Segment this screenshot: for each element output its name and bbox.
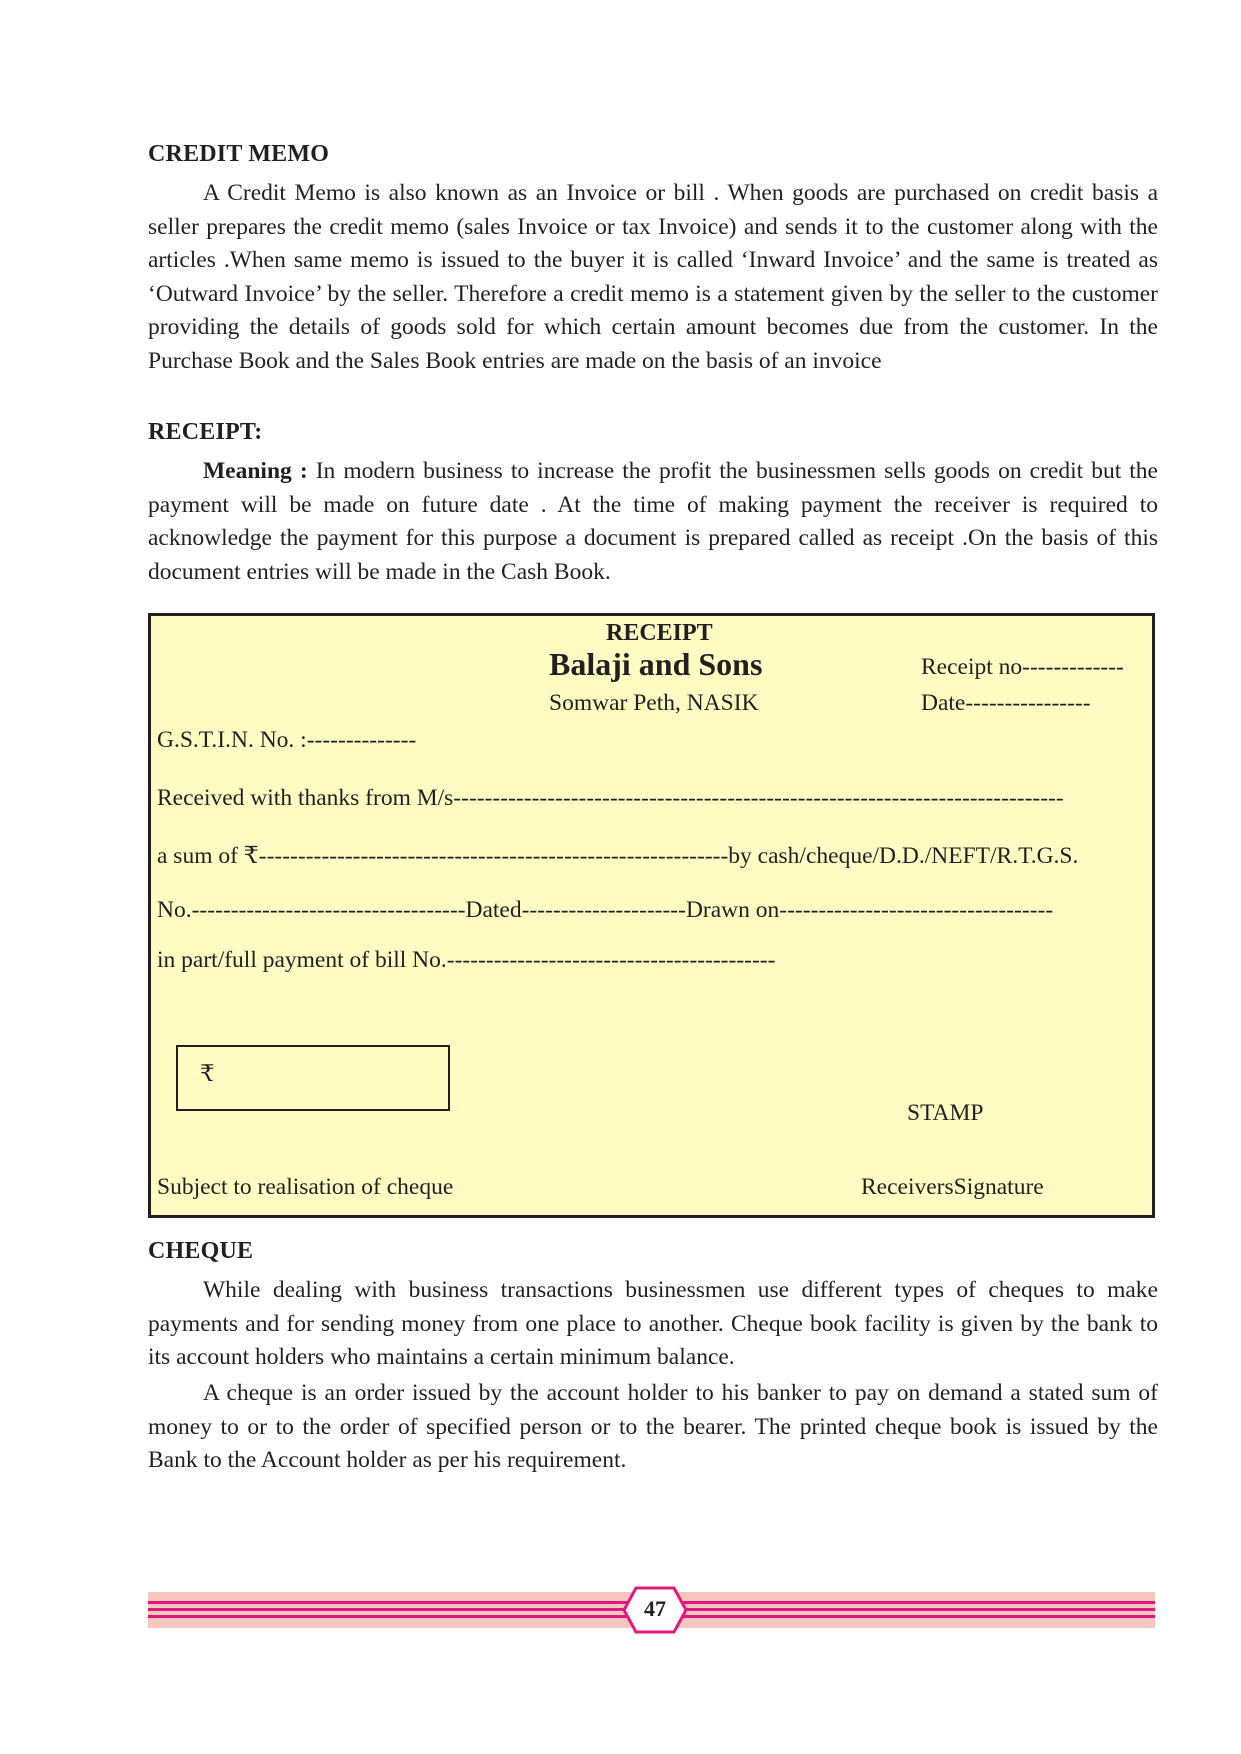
received-from-field: Received with thanks from M/s------------------------------------------------------------------------------ [157,785,1064,811]
receipt-number-field: Receipt no------------- [921,654,1124,680]
cheque-paragraph-2: A cheque is an order issued by the account holder to his banker to pay on demand a stated sum of money to or to the order of specified person or to the bearer. The printed cheque book is issued by the Bank to the Account holder as per his requirement. [148,1380,1158,1473]
credit-memo-paragraph: A Credit Memo is also known as an Invoice or bill . When goods are purchased on credit basis a seller prepares the credit memo (sales Invoice or tax Invoice) and sends it to the customer along with the articles .When same memo is issued to the buyer it is called ‘Inward Invoice’ and the same is treated as ‘Outward Invoice’ by the seller. Therefore a credit memo is a statement given by the seller to the customer providing the details of goods sold for which certain amount becomes due from the customer. In the Purchase Book and the Sales Book entries are made on the basis of an invoice [148,180,1158,374]
receipt-meaning-paragraph [148,455,1158,589]
firm-name: Balaji and Sons [549,646,763,682]
cheque-details-field: No.-----------------------------------Dated---------------------Drawn on----------------------------------- [157,897,1054,923]
page-footer [148,1590,1155,1630]
realisation-note: Subject to realisation of cheque [157,1174,454,1200]
meaning-label: Meaning : [203,458,308,484]
receipt-date-field: Date---------------- [921,690,1091,716]
receipt-form-title: RECEIPT [606,620,713,646]
gstin-field: G.S.T.I.N. No. :-------------- [157,727,417,753]
receipt-heading: RECEIPT: [148,419,263,445]
receipt-meaning-text: In modern business to increase the profit the businessmen sells goods on credit but the payment will be made on future date . At the time of making payment the receiver is required to acknowledge the payment for this purpose a document is prepared called as receipt .On the basis of this document entries will be made in the Cash Book. [148,458,1158,585]
cheque-heading: CHEQUE [148,1238,254,1264]
credit-memo-heading: CREDIT MEMO [148,141,330,167]
bill-number-field: in part/full payment of bill No.------------------------------------------ [157,947,776,973]
stamp-label: STAMP [907,1100,984,1126]
sum-of-field: a sum of ₹------------------------------------------------------------by cash/cheque/D.D./NEFT/R.T.G.S. [157,843,1079,869]
receipt-form [148,613,1155,1218]
firm-address: Somwar Peth, NASIK [549,690,759,716]
amount-box [176,1045,450,1111]
rupee-symbol: ₹ [200,1061,215,1086]
cheque-paragraph-1: While dealing with business transactions businessmen use different types of cheques to make payments and for sending money from one place to another. Cheque book facility is given by the bank to its account holders who maintains a certain minimum balance. [148,1277,1158,1370]
receiver-signature-label: ReceiversSignature [861,1174,1044,1200]
page-number: 47 [644,1596,666,1621]
